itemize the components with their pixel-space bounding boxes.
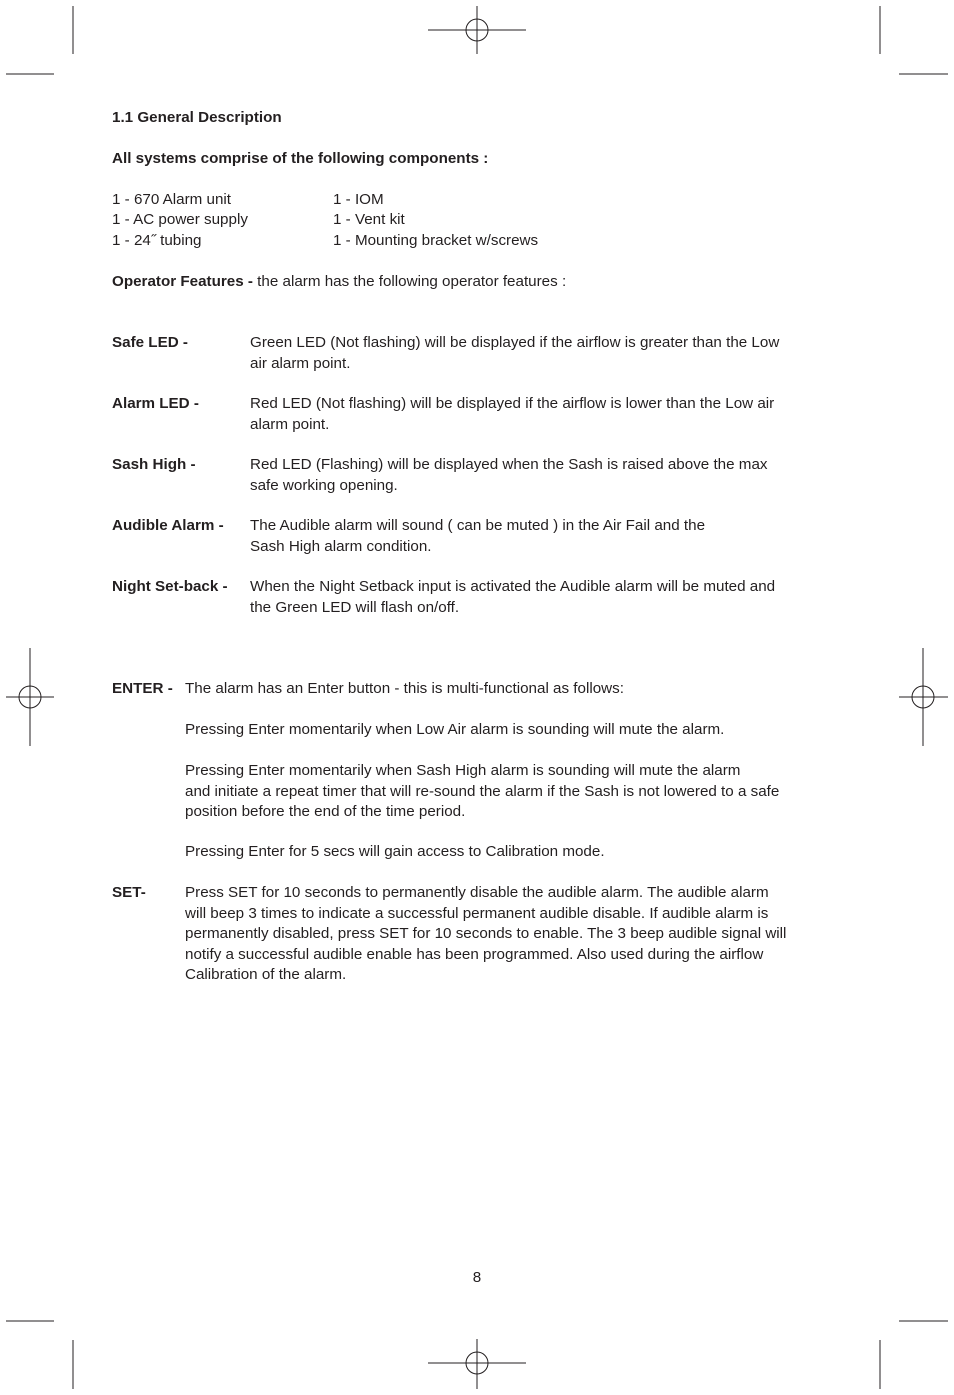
feature-label: Alarm LED -: [112, 395, 199, 412]
feature-line: the Green LED will flash on/off.: [250, 598, 460, 616]
feature-line: Sash High alarm condition.: [250, 537, 432, 555]
feature-description: [250, 394, 840, 435]
paragraph-line: Press SET for 10 seconds to permanently disable the audible alarm. The audible alarm: [185, 884, 769, 901]
feature-line: safe working opening.: [250, 476, 398, 494]
operator-features-label: Operator Features -: [112, 273, 253, 290]
enter-paragraph: [185, 761, 845, 823]
feature-line: When the Night Setback input is activated the Audible alarm will be muted and: [250, 578, 776, 595]
registration-target-right: [899, 648, 948, 746]
feature-description: [250, 577, 840, 618]
paragraph-line: and initiate a repeat timer that will re-sound the alarm if the Sash is not lowered to a safe: [185, 782, 780, 800]
feature-line: The Audible alarm will sound ( can be muted ) in the Air Fail and the: [250, 517, 706, 534]
paragraph-line: Pressing Enter momentarily when Low Air alarm is sounding will mute the alarm.: [185, 721, 725, 738]
paragraph-line: will beep 3 times to indicate a successful permanent audible disable. If audible alarm is: [185, 904, 769, 922]
set-label: SET-: [112, 884, 146, 901]
paragraph-line: permanently disabled, press SET for 10 seconds to enable. The 3 beep audible signal will: [185, 925, 787, 942]
feature-line: Red LED (Not flashing) will be displayed if the airflow is lower than the Low air: [250, 395, 775, 412]
feature-description: [250, 516, 840, 557]
component-item: 1 - AC power supply: [112, 211, 248, 228]
feature-label: Safe LED -: [112, 334, 188, 351]
component-item: 1 - Vent kit: [333, 211, 405, 228]
operator-features-text: the alarm has the following operator features :: [252, 273, 567, 290]
registration-target-left: [6, 648, 54, 746]
feature-line: Green LED (Not flashing) will be displayed if the airflow is greater than the Low: [250, 334, 780, 351]
paragraph-line: Pressing Enter momentarily when Sash High alarm is sounding will mute the alarm: [185, 762, 741, 779]
enter-intro: The alarm has an Enter button - this is multi-functional as follows:: [185, 680, 624, 697]
components-intro: All systems comprise of the following components :: [112, 150, 489, 167]
feature-line: Red LED (Flashing) will be displayed when the Sash is raised above the max: [250, 456, 768, 473]
paragraph-line: position before the end of the time period.: [185, 803, 466, 820]
feature-line: air alarm point.: [250, 354, 351, 372]
paragraph-line: Pressing Enter for 5 secs will gain access to Calibration mode.: [185, 843, 605, 860]
component-item: 1 - Mounting bracket w/screws: [333, 232, 539, 249]
registration-target-bottom: [428, 1339, 526, 1389]
registration-target-top: [428, 6, 526, 54]
component-item: 1 - IOM: [333, 191, 384, 208]
component-item: 1 - 670 Alarm unit: [112, 191, 232, 208]
set-paragraph: [185, 883, 845, 986]
operator-features-line: [112, 272, 566, 293]
feature-label: Audible Alarm -: [112, 517, 224, 534]
feature-description: [250, 455, 840, 496]
component-item: 1 - 24˝ tubing: [112, 232, 202, 249]
enter-paragraph: [185, 720, 845, 741]
feature-description: [250, 333, 840, 374]
feature-label: Night Set-back -: [112, 578, 228, 595]
enter-label: ENTER -: [112, 680, 173, 697]
paragraph-line: Calibration of the alarm.: [185, 966, 347, 983]
enter-paragraph: [185, 842, 845, 863]
feature-label: Sash High -: [112, 456, 196, 473]
paragraph-line: notify a successful audible enable has been programmed. Also used during the airflow: [185, 945, 764, 963]
feature-line: alarm point.: [250, 415, 330, 433]
page-number: 8: [472, 1269, 482, 1286]
section-heading: 1.1 General Description: [112, 109, 282, 126]
